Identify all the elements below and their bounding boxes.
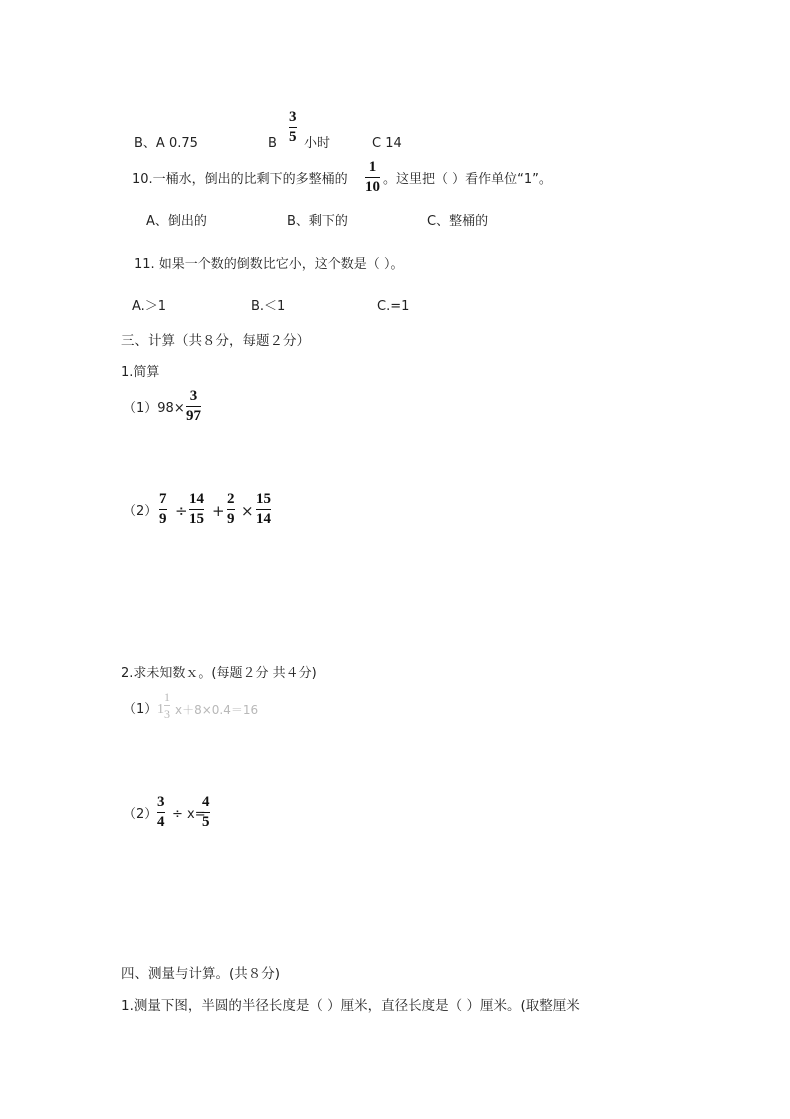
q10-text-before: 10.一桶水，倒出的比剩下的多整桶的: [132, 172, 348, 187]
q10-fraction: [365, 160, 380, 195]
problem2-divide-sign: ÷: [175, 502, 188, 520]
denominator: 97: [186, 408, 201, 424]
fraction-bar: [164, 705, 170, 706]
fraction-bar: [159, 509, 167, 510]
q10-option-c: C、整桶的: [427, 214, 489, 229]
problem2-fraction-3: [227, 492, 235, 527]
denominator: 4: [157, 814, 165, 830]
numerator: 3: [289, 109, 297, 125]
q10-option-b: B、剩下的: [287, 214, 348, 229]
section4-heading: 四、测量与计算。(共８分): [121, 966, 281, 982]
fraction-bar: [289, 127, 297, 128]
fraction-bar: [227, 509, 235, 510]
fraction-bar: [189, 509, 204, 510]
q9-option-b2-unit: 小时: [304, 136, 331, 151]
q9-option-b2-fraction: [289, 110, 297, 145]
section3-sub1: 1.简算: [121, 365, 160, 380]
equation2-label: （2）: [123, 807, 158, 822]
q11-option-a: A.＞1: [132, 299, 167, 314]
denominator: 9: [159, 511, 167, 527]
equation2-middle: ÷ x=: [172, 807, 206, 822]
fraction-bar: [186, 406, 201, 407]
equation1-rest: x＋8×0.4＝16: [175, 703, 259, 717]
q11-option-c: C.=1: [377, 299, 410, 314]
denominator: 15: [189, 511, 204, 527]
numerator: 1: [368, 159, 377, 175]
equation1-label: （1）: [123, 702, 158, 717]
q11-text: 11. 如果一个数的倒数比它小，这个数是（ ）。: [134, 257, 404, 272]
denominator: 5: [202, 814, 210, 830]
fraction-bar: [157, 812, 165, 813]
equation1-whole: 1: [157, 702, 164, 717]
denominator: 10: [365, 179, 380, 195]
q10-text-after: 。这里把（ ）看作单位“1”。: [383, 172, 552, 187]
problem2-fraction-4: [256, 492, 271, 527]
section4-question1: 1.测量下图，半圆的半径长度是（ ）厘米，直径长度是（ ）厘米。(取整厘米: [121, 998, 580, 1014]
numerator: 14: [189, 491, 204, 507]
fraction-bar: [202, 812, 210, 813]
q10-option-a: A、倒出的: [146, 214, 207, 229]
problem1-fraction: [186, 389, 201, 424]
problem2-fraction-1: [159, 492, 167, 527]
problem1-label: （1）98×: [123, 401, 185, 416]
numerator: 1: [164, 690, 170, 704]
q9-option-b: B、A 0.75: [134, 136, 198, 151]
denominator: 14: [256, 511, 271, 527]
q9-option-c: C 14: [372, 136, 402, 151]
q9-option-b2-letter: B: [268, 136, 277, 151]
numerator: 3: [189, 388, 198, 404]
fraction-bar: [365, 177, 380, 178]
numerator: 7: [159, 491, 167, 507]
fraction-bar: [256, 509, 271, 510]
equation2-fraction-1: [157, 795, 165, 830]
problem2-label: （2）: [123, 504, 158, 519]
section3-heading: 三、计算（共８分，每题２分）: [121, 333, 310, 349]
numerator: 3: [157, 794, 165, 810]
problem2-times-sign: ×: [241, 502, 254, 520]
equation1-fraction: [164, 691, 170, 720]
numerator: 15: [256, 491, 271, 507]
denominator: 5: [289, 129, 297, 145]
section3-sub2: 2.求未知数ｘ。(每题２分 共４分): [121, 666, 317, 681]
denominator: 3: [164, 707, 170, 721]
q11-option-b: B.＜1: [251, 299, 286, 314]
numerator: 2: [227, 491, 235, 507]
numerator: 4: [202, 794, 210, 810]
problem2-fraction-2: [189, 492, 204, 527]
problem2-plus-sign: +: [212, 502, 225, 520]
denominator: 9: [227, 511, 235, 527]
equation2-fraction-2: [202, 795, 210, 830]
